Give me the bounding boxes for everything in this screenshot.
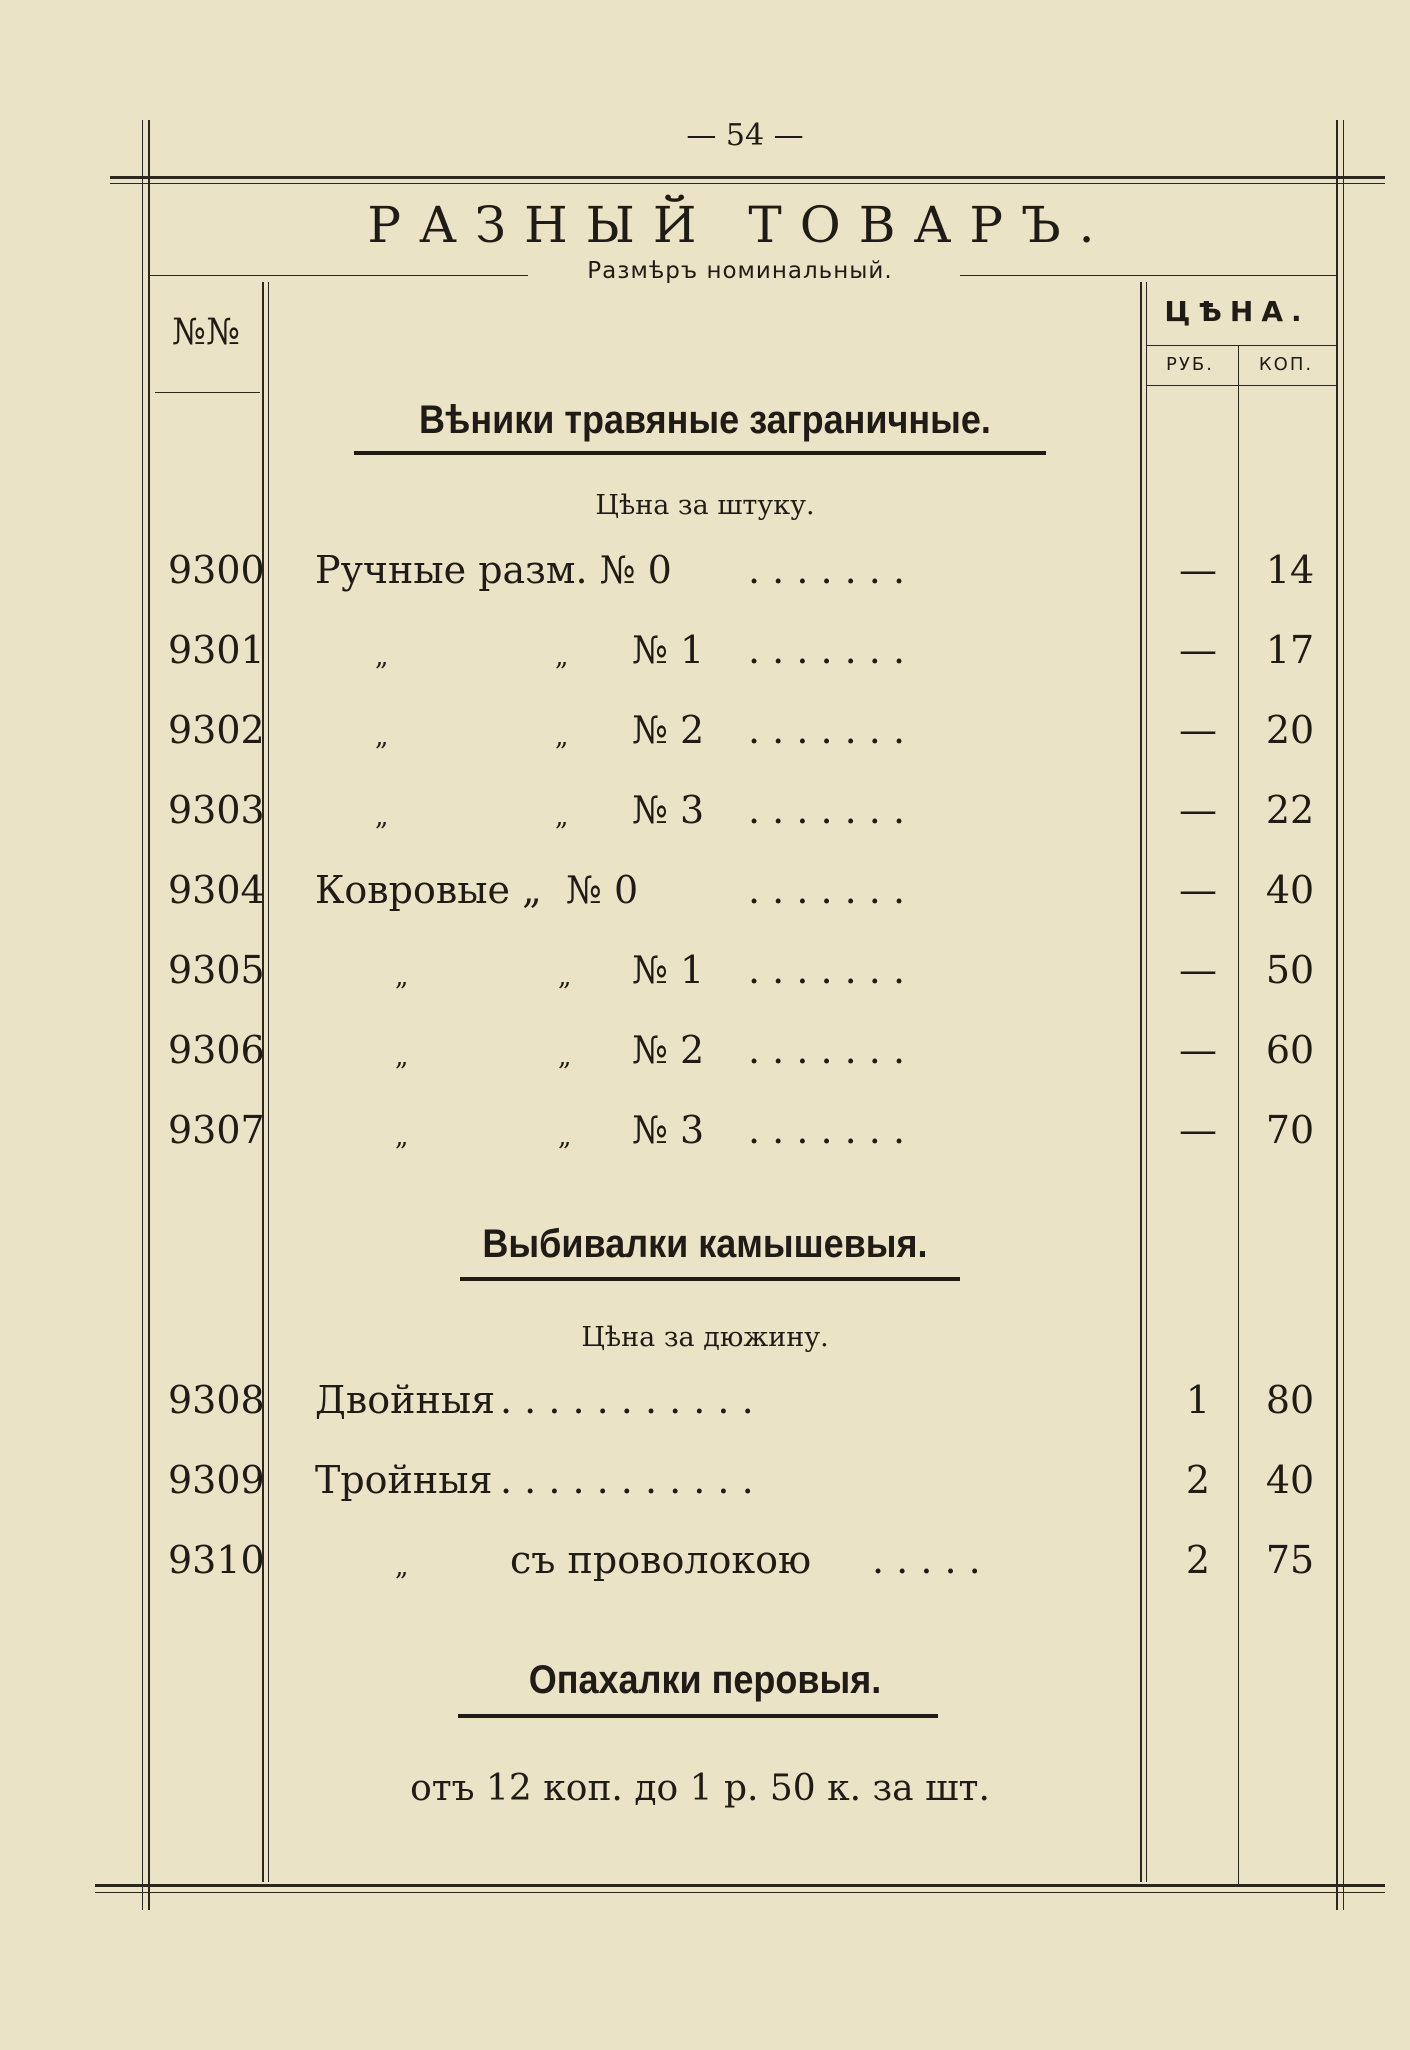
price-note-beaters: Цѣна за дюжину. bbox=[581, 1322, 829, 1353]
price-subheader-rule bbox=[1146, 385, 1336, 386]
leader-dots: . . . . . . . bbox=[748, 708, 906, 752]
leader-dots: . . . . . bbox=[872, 1538, 981, 1582]
price-rub: 1 bbox=[1185, 1378, 1211, 1422]
ditto-mark: „ bbox=[395, 1122, 409, 1152]
bottom-rule bbox=[95, 1884, 1385, 1887]
size-note: Размѣръ номинальный. bbox=[587, 258, 893, 284]
top-rule-thin bbox=[110, 183, 1385, 184]
price-kop: 17 bbox=[1265, 628, 1315, 672]
table-row bbox=[150, 1028, 1340, 1088]
top-rule bbox=[110, 176, 1385, 179]
table-row bbox=[150, 708, 1340, 768]
price-kop: 40 bbox=[1265, 1458, 1315, 1502]
leader-dots: . . . . . . . bbox=[748, 1108, 906, 1152]
leader-dots: . . . . . . . bbox=[748, 628, 906, 672]
section-underline-beaters bbox=[460, 1277, 960, 1281]
item-number: 9303 bbox=[168, 788, 265, 832]
price-note-fans: отъ 12 коп. до 1 р. 50 к. за шт. bbox=[410, 1768, 990, 1809]
item-number: 9306 bbox=[168, 1028, 265, 1072]
price-kop: 22 bbox=[1265, 788, 1315, 832]
price-kop: 40 bbox=[1265, 868, 1315, 912]
table-row bbox=[150, 868, 1340, 928]
ditto-mark: „ bbox=[555, 642, 569, 672]
table-row bbox=[150, 788, 1340, 848]
ditto-mark: „ bbox=[395, 962, 409, 992]
page-number: — 54 — bbox=[686, 118, 804, 153]
price-rub: — bbox=[1179, 788, 1217, 832]
item-size: № 3 bbox=[632, 788, 705, 832]
column-header-number: №№ bbox=[171, 312, 241, 353]
item-size: № 1 bbox=[632, 948, 705, 992]
item-number: 9307 bbox=[168, 1108, 265, 1152]
price-kop: 70 bbox=[1265, 1108, 1315, 1152]
item-number: 9304 bbox=[168, 868, 265, 912]
leader-dots: . . . . . . . bbox=[748, 788, 906, 832]
item-description: Тройныя bbox=[315, 1458, 493, 1502]
table-row bbox=[150, 1108, 1340, 1168]
price-kop: 50 bbox=[1265, 948, 1315, 992]
right-frame-line-outer bbox=[1343, 120, 1344, 1910]
price-rub: — bbox=[1179, 868, 1217, 912]
table-row bbox=[150, 1458, 1340, 1518]
item-size: № 1 bbox=[632, 628, 705, 672]
item-number: 9309 bbox=[168, 1458, 265, 1502]
item-number: 9308 bbox=[168, 1378, 265, 1422]
ditto-mark: „ bbox=[555, 722, 569, 752]
section-title-fans: Опахалки перовыя. bbox=[528, 1658, 882, 1702]
price-rub: — bbox=[1179, 948, 1217, 992]
section-title-brooms: Вѣники травяные заграничные. bbox=[419, 398, 991, 442]
ditto-mark: „ bbox=[558, 1042, 572, 1072]
table-row bbox=[150, 948, 1340, 1008]
price-rub: 2 bbox=[1185, 1538, 1211, 1582]
num-header-rule bbox=[155, 392, 260, 393]
price-rub: — bbox=[1179, 1028, 1217, 1072]
ditto-mark: „ bbox=[558, 962, 572, 992]
item-number: 9300 bbox=[168, 548, 265, 592]
ditto-mark: „ bbox=[395, 1042, 409, 1072]
column-header-rub: РУБ. bbox=[1166, 354, 1214, 375]
table-row bbox=[150, 1538, 1340, 1598]
leader-dots: . . . . . . . . . . . bbox=[500, 1458, 754, 1502]
column-header-price: ЦѢНА. bbox=[1164, 295, 1310, 328]
column-header-kop: КОП. bbox=[1258, 354, 1314, 375]
section-underline-fans bbox=[458, 1714, 938, 1718]
price-rub: — bbox=[1179, 548, 1217, 592]
item-size: № 2 bbox=[632, 708, 705, 752]
price-header-rule bbox=[1146, 345, 1336, 346]
ditto-mark: „ bbox=[395, 1552, 409, 1582]
table-row bbox=[150, 628, 1340, 688]
price-kop: 75 bbox=[1265, 1538, 1315, 1582]
left-frame-line-outer bbox=[142, 120, 143, 1910]
price-rub: — bbox=[1179, 1108, 1217, 1152]
table-row bbox=[150, 1378, 1340, 1438]
item-number: 9301 bbox=[168, 628, 265, 672]
section-title-beaters: Выбивалки камышевыя. bbox=[482, 1222, 928, 1266]
item-number: 9310 bbox=[168, 1538, 265, 1582]
item-description: съ проволокою bbox=[510, 1538, 812, 1582]
ditto-mark: „ bbox=[375, 722, 389, 752]
item-number: 9305 bbox=[168, 948, 265, 992]
leader-dots: . . . . . . . . . . . bbox=[500, 1378, 754, 1422]
ditto-mark: „ bbox=[375, 802, 389, 832]
leader-dots: . . . . . . . bbox=[748, 548, 906, 592]
price-kop: 60 bbox=[1265, 1028, 1315, 1072]
right-frame-line bbox=[1336, 120, 1338, 1910]
item-size: № 2 bbox=[632, 1028, 705, 1072]
price-rub: 2 bbox=[1185, 1458, 1211, 1502]
price-kop: 14 bbox=[1265, 548, 1315, 592]
leader-dots: . . . . . . . bbox=[748, 948, 906, 992]
item-number: 9302 bbox=[168, 708, 265, 752]
item-description: Ковровые „ № 0 bbox=[315, 868, 639, 912]
table-row bbox=[150, 548, 1340, 608]
price-kop: 20 bbox=[1265, 708, 1315, 752]
ditto-mark: „ bbox=[555, 802, 569, 832]
ditto-mark: „ bbox=[375, 642, 389, 672]
bottom-rule-thin bbox=[95, 1892, 1385, 1893]
item-size: № 3 bbox=[632, 1108, 705, 1152]
item-description: Двойныя bbox=[315, 1378, 496, 1422]
item-description: Ручные разм. № 0 bbox=[315, 548, 672, 592]
price-note-brooms: Цѣна за штуку. bbox=[595, 490, 815, 521]
price-kop: 80 bbox=[1265, 1378, 1315, 1422]
price-rub: — bbox=[1179, 708, 1217, 752]
page-title: РАЗНЫЙ ТОВАРЪ. bbox=[367, 196, 1113, 254]
section-underline-brooms bbox=[354, 451, 1046, 455]
leader-dots: . . . . . . . bbox=[748, 868, 906, 912]
leader-dots: . . . . . . . bbox=[748, 1028, 906, 1072]
left-frame-line bbox=[148, 120, 150, 1910]
price-rub: — bbox=[1179, 628, 1217, 672]
ditto-mark: „ bbox=[558, 1122, 572, 1152]
